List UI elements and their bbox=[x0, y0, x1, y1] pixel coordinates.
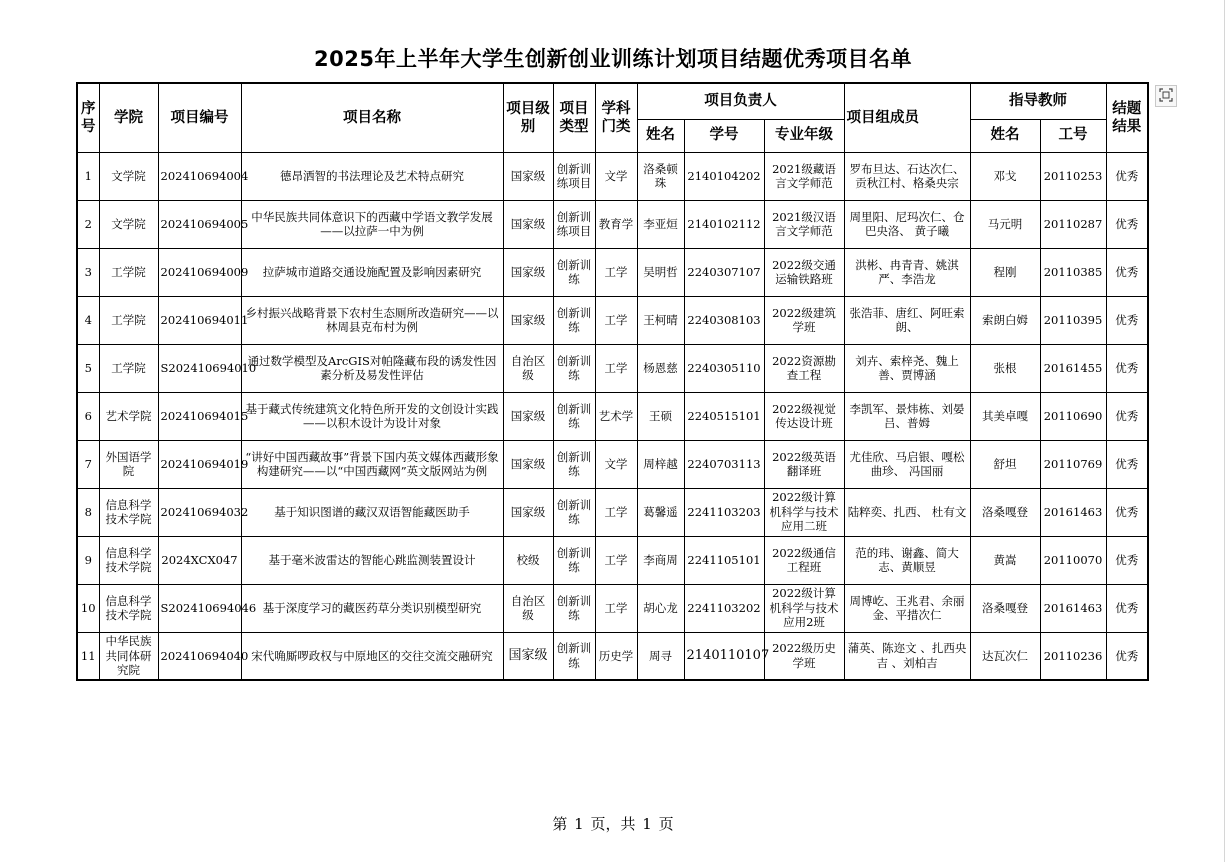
cell-result: 优秀 bbox=[1106, 344, 1148, 392]
page-title: 2025年上半年大学生创新创业训练计划项目结题优秀项目名单 bbox=[314, 47, 912, 71]
fit-page-icon bbox=[1159, 87, 1173, 106]
cell-members: 周里阳、尼玛次仁、仓巴央洛、 黄子曦 bbox=[844, 200, 970, 248]
cell-seq: 6 bbox=[77, 392, 99, 440]
cell-level: 自治区级 bbox=[503, 344, 553, 392]
cell-advisor-name: 索朗白姆 bbox=[970, 296, 1040, 344]
cell-discipline: 工学 bbox=[595, 344, 637, 392]
page-footer: 第 1 页，共 1 页 bbox=[552, 815, 674, 833]
cell-type: 创新训练 bbox=[553, 440, 595, 488]
header-advisor-name: 姓名 bbox=[970, 119, 1040, 152]
cell-leader-name: 王柯晴 bbox=[637, 296, 684, 344]
cell-project-name: “讲好中国西藏故事”背景下国内英文媒体西藏形象构建研究——以“中国西藏网”英文版网站为例 bbox=[241, 440, 503, 488]
table-row bbox=[77, 488, 1148, 536]
page-edge-divider bbox=[1224, 0, 1225, 862]
cell-type: 创新训练 bbox=[553, 632, 595, 680]
cell-student-id: 2241105101 bbox=[684, 536, 764, 584]
cell-staff-id: 20110769 bbox=[1040, 440, 1106, 488]
cell-advisor-name: 邓戈 bbox=[970, 152, 1040, 200]
cell-project-id: 202410694040 bbox=[158, 632, 241, 680]
cell-project-name: 基于毫米波雷达的智能心跳监测装置设计 bbox=[241, 536, 503, 584]
cell-college: 文学院 bbox=[99, 152, 158, 200]
cell-seq: 11 bbox=[77, 632, 99, 680]
cell-staff-id: 20161463 bbox=[1040, 584, 1106, 632]
header-college: 学院 bbox=[99, 83, 158, 152]
cell-staff-id: 20161455 bbox=[1040, 344, 1106, 392]
table-header-row bbox=[77, 83, 1148, 119]
cell-major: 2022资源勘查工程 bbox=[764, 344, 844, 392]
cell-result: 优秀 bbox=[1106, 200, 1148, 248]
excellent-projects-table bbox=[76, 82, 1149, 681]
cell-project-id: 202410694032 bbox=[158, 488, 241, 536]
header-discipline: 学科门类 bbox=[595, 83, 637, 152]
header-leader-id: 学号 bbox=[684, 119, 764, 152]
cell-discipline: 历史学 bbox=[595, 632, 637, 680]
cell-level: 国家级 bbox=[503, 488, 553, 536]
cell-leader-name: 王硕 bbox=[637, 392, 684, 440]
header-leader-group: 项目负责人 bbox=[637, 83, 844, 119]
cell-staff-id: 20110385 bbox=[1040, 248, 1106, 296]
header-result: 结题结果 bbox=[1106, 83, 1148, 152]
cell-type: 创新训练 bbox=[553, 248, 595, 296]
cell-project-id: 202410694019 bbox=[158, 440, 241, 488]
cell-discipline: 文学 bbox=[595, 152, 637, 200]
cell-level: 自治区级 bbox=[503, 584, 553, 632]
table-row bbox=[77, 392, 1148, 440]
cell-type: 创新训练 bbox=[553, 536, 595, 584]
cell-level: 国家级 bbox=[503, 296, 553, 344]
cell-seq: 2 bbox=[77, 200, 99, 248]
cell-seq: 7 bbox=[77, 440, 99, 488]
cell-result: 优秀 bbox=[1106, 440, 1148, 488]
cell-level: 国家级 bbox=[503, 632, 553, 680]
cell-major: 2022级通信工程班 bbox=[764, 536, 844, 584]
cell-college: 信息科学技术学院 bbox=[99, 536, 158, 584]
cell-staff-id: 20161463 bbox=[1040, 488, 1106, 536]
cell-project-name: 乡村振兴战略背景下农村生态厕所改造研究——以林周县克布村为例 bbox=[241, 296, 503, 344]
cell-leader-name: 周寻 bbox=[637, 632, 684, 680]
table-row bbox=[77, 584, 1148, 632]
cell-members: 张浩菲、唐红、阿旺索朗、 bbox=[844, 296, 970, 344]
cell-type: 创新训练项目 bbox=[553, 200, 595, 248]
cell-staff-id: 20110070 bbox=[1040, 536, 1106, 584]
cell-student-id: 2240307107 bbox=[684, 248, 764, 296]
cell-college: 文学院 bbox=[99, 200, 158, 248]
cell-seq: 10 bbox=[77, 584, 99, 632]
header-leader-name: 姓名 bbox=[637, 119, 684, 152]
table-row bbox=[77, 296, 1148, 344]
cell-members: 李凯军、景炜栋、刘晏吕、普姆 bbox=[844, 392, 970, 440]
cell-result: 优秀 bbox=[1106, 248, 1148, 296]
cell-seq: 5 bbox=[77, 344, 99, 392]
cell-student-id: 2240308103 bbox=[684, 296, 764, 344]
cell-project-name: 宋代唃厮啰政权与中原地区的交往交流交融研究 bbox=[241, 632, 503, 680]
cell-seq: 8 bbox=[77, 488, 99, 536]
cell-staff-id: 20110253 bbox=[1040, 152, 1106, 200]
cell-major: 2021级藏语言文学师范 bbox=[764, 152, 844, 200]
cell-advisor-name: 其美卓嘎 bbox=[970, 392, 1040, 440]
cell-type: 创新训练 bbox=[553, 392, 595, 440]
cell-members: 刘卉、索梓尧、魏上善、贾博涵 bbox=[844, 344, 970, 392]
cell-level: 校级 bbox=[503, 536, 553, 584]
cell-discipline: 工学 bbox=[595, 488, 637, 536]
cell-project-id: 202410694009 bbox=[158, 248, 241, 296]
cell-college: 信息科学技术学院 bbox=[99, 488, 158, 536]
cell-college: 工学院 bbox=[99, 344, 158, 392]
cell-leader-name: 李亚烜 bbox=[637, 200, 684, 248]
cell-student-id: 2241103202 bbox=[684, 584, 764, 632]
cell-members: 陆粹奕、扎西、 杜有文 bbox=[844, 488, 970, 536]
cell-type: 创新训练项目 bbox=[553, 152, 595, 200]
cell-members: 蒲英、陈迩文 、扎西央吉 、刘柏吉 bbox=[844, 632, 970, 680]
cell-advisor-name: 马元明 bbox=[970, 200, 1040, 248]
cell-discipline: 文学 bbox=[595, 440, 637, 488]
cell-discipline: 工学 bbox=[595, 584, 637, 632]
cell-result: 优秀 bbox=[1106, 488, 1148, 536]
cell-project-id: S202410694046 bbox=[158, 584, 241, 632]
table-row bbox=[77, 632, 1148, 680]
header-members: 项目组成员 bbox=[844, 83, 970, 152]
cell-project-name: 基于知识图谱的藏汉双语智能藏医助手 bbox=[241, 488, 503, 536]
cell-leader-name: 洛桑顿珠 bbox=[637, 152, 684, 200]
table-row bbox=[77, 344, 1148, 392]
table-row bbox=[77, 200, 1148, 248]
cell-college: 信息科学技术学院 bbox=[99, 584, 158, 632]
cell-leader-name: 李商周 bbox=[637, 536, 684, 584]
cell-discipline: 工学 bbox=[595, 296, 637, 344]
table-row bbox=[77, 536, 1148, 584]
cell-project-name: 通过数学模型及ArcGIS对帕隆藏布段的诱发性因素分析及易发性评估 bbox=[241, 344, 503, 392]
cell-type: 创新训练 bbox=[553, 488, 595, 536]
cell-student-id: 2241103203 bbox=[684, 488, 764, 536]
cell-type: 创新训练 bbox=[553, 296, 595, 344]
cell-staff-id: 20110287 bbox=[1040, 200, 1106, 248]
cell-discipline: 艺术学 bbox=[595, 392, 637, 440]
cell-major: 2022级计算机科学与技术应用2班 bbox=[764, 584, 844, 632]
cell-level: 国家级 bbox=[503, 152, 553, 200]
header-leader-major: 专业年级 bbox=[764, 119, 844, 152]
cell-seq: 9 bbox=[77, 536, 99, 584]
cell-members: 周博屹、王兆君、余丽金、平措次仁 bbox=[844, 584, 970, 632]
cell-advisor-name: 黄嵩 bbox=[970, 536, 1040, 584]
cell-result: 优秀 bbox=[1106, 392, 1148, 440]
cell-type: 创新训练 bbox=[553, 344, 595, 392]
cell-staff-id: 20110236 bbox=[1040, 632, 1106, 680]
cell-advisor-name: 舒坦 bbox=[970, 440, 1040, 488]
table-row bbox=[77, 152, 1148, 200]
header-project-id: 项目编号 bbox=[158, 83, 241, 152]
cell-project-name: 德昂洒智的书法理论及艺术特点研究 bbox=[241, 152, 503, 200]
cell-project-name: 拉萨城市道路交通设施配置及影响因素研究 bbox=[241, 248, 503, 296]
cell-result: 优秀 bbox=[1106, 152, 1148, 200]
header-project-name: 项目名称 bbox=[241, 83, 503, 152]
cell-project-id: 2024XCX047 bbox=[158, 536, 241, 584]
cell-project-name: 基于藏式传统建筑文化特色所开发的文创设计实践——以积木设计为设计对象 bbox=[241, 392, 503, 440]
cell-project-id: 202410694005 bbox=[158, 200, 241, 248]
cell-college: 中华民族共同体研究院 bbox=[99, 632, 158, 680]
cell-student-id: 2140102112 bbox=[684, 200, 764, 248]
cell-major: 2022级建筑学班 bbox=[764, 296, 844, 344]
header-level: 项目级别 bbox=[503, 83, 553, 152]
cell-advisor-name: 张根 bbox=[970, 344, 1040, 392]
cell-level: 国家级 bbox=[503, 392, 553, 440]
cell-advisor-name: 洛桑嘎登 bbox=[970, 488, 1040, 536]
cell-staff-id: 20110395 bbox=[1040, 296, 1106, 344]
cell-leader-name: 胡心龙 bbox=[637, 584, 684, 632]
cell-members: 尤佳欣、马启银、嘎松曲珍、 冯国丽 bbox=[844, 440, 970, 488]
cell-project-id: S202410694010 bbox=[158, 344, 241, 392]
header-seq: 序号 bbox=[77, 83, 99, 152]
cell-project-id: 202410694015 bbox=[158, 392, 241, 440]
cell-seq: 3 bbox=[77, 248, 99, 296]
cell-major: 2022级计算机科学与技术应用二班 bbox=[764, 488, 844, 536]
cell-leader-name: 吴明哲 bbox=[637, 248, 684, 296]
cell-college: 外国语学院 bbox=[99, 440, 158, 488]
cell-result: 优秀 bbox=[1106, 536, 1148, 584]
cell-type: 创新训练 bbox=[553, 584, 595, 632]
cell-project-name: 中华民族共同体意识下的西藏中学语文教学发展——以拉萨一中为例 bbox=[241, 200, 503, 248]
cell-project-name: 基于深度学习的藏医药草分类识别模型研究 bbox=[241, 584, 503, 632]
cell-members: 洪彬、冉青青、姚淇严、李浩龙 bbox=[844, 248, 970, 296]
cell-college: 工学院 bbox=[99, 296, 158, 344]
cell-student-id: 2140110107 bbox=[684, 632, 764, 680]
cell-student-id: 2240703113 bbox=[684, 440, 764, 488]
cell-major: 2022级视觉传达设计班 bbox=[764, 392, 844, 440]
cell-level: 国家级 bbox=[503, 440, 553, 488]
cell-result: 优秀 bbox=[1106, 584, 1148, 632]
cell-major: 2022级历史学班 bbox=[764, 632, 844, 680]
cell-student-id: 2140104202 bbox=[684, 152, 764, 200]
cell-result: 优秀 bbox=[1106, 632, 1148, 680]
cell-seq: 4 bbox=[77, 296, 99, 344]
cell-seq: 1 bbox=[77, 152, 99, 200]
cell-advisor-name: 达瓦次仁 bbox=[970, 632, 1040, 680]
cell-members: 罗布旦达、石达次仁、贡秋江村、格桑央宗 bbox=[844, 152, 970, 200]
cell-student-id: 2240515101 bbox=[684, 392, 764, 440]
cell-project-id: 202410694004 bbox=[158, 152, 241, 200]
cell-leader-name: 葛馨遥 bbox=[637, 488, 684, 536]
cell-discipline: 教育学 bbox=[595, 200, 637, 248]
cell-major: 2022级英语翻译班 bbox=[764, 440, 844, 488]
cell-major: 2022级交通运输铁路班 bbox=[764, 248, 844, 296]
header-type: 项目类型 bbox=[553, 83, 595, 152]
header-advisor-id: 工号 bbox=[1040, 119, 1106, 152]
cell-discipline: 工学 bbox=[595, 248, 637, 296]
cell-college: 艺术学院 bbox=[99, 392, 158, 440]
cell-result: 优秀 bbox=[1106, 296, 1148, 344]
cell-leader-name: 周梓越 bbox=[637, 440, 684, 488]
fit-page-button[interactable] bbox=[1155, 85, 1177, 107]
table-row bbox=[77, 248, 1148, 296]
cell-leader-name: 杨恩慈 bbox=[637, 344, 684, 392]
cell-major: 2021级汉语言文学师范 bbox=[764, 200, 844, 248]
cell-project-id: 202410694011 bbox=[158, 296, 241, 344]
cell-staff-id: 20110690 bbox=[1040, 392, 1106, 440]
cell-discipline: 工学 bbox=[595, 536, 637, 584]
cell-student-id: 2240305110 bbox=[684, 344, 764, 392]
cell-level: 国家级 bbox=[503, 200, 553, 248]
cell-advisor-name: 洛桑嘎登 bbox=[970, 584, 1040, 632]
cell-level: 国家级 bbox=[503, 248, 553, 296]
cell-college: 工学院 bbox=[99, 248, 158, 296]
cell-advisor-name: 程刚 bbox=[970, 248, 1040, 296]
cell-members: 范的玮、谢鑫、简大志、黄顺昱 bbox=[844, 536, 970, 584]
table-row bbox=[77, 440, 1148, 488]
header-advisor-group: 指导教师 bbox=[970, 83, 1106, 119]
